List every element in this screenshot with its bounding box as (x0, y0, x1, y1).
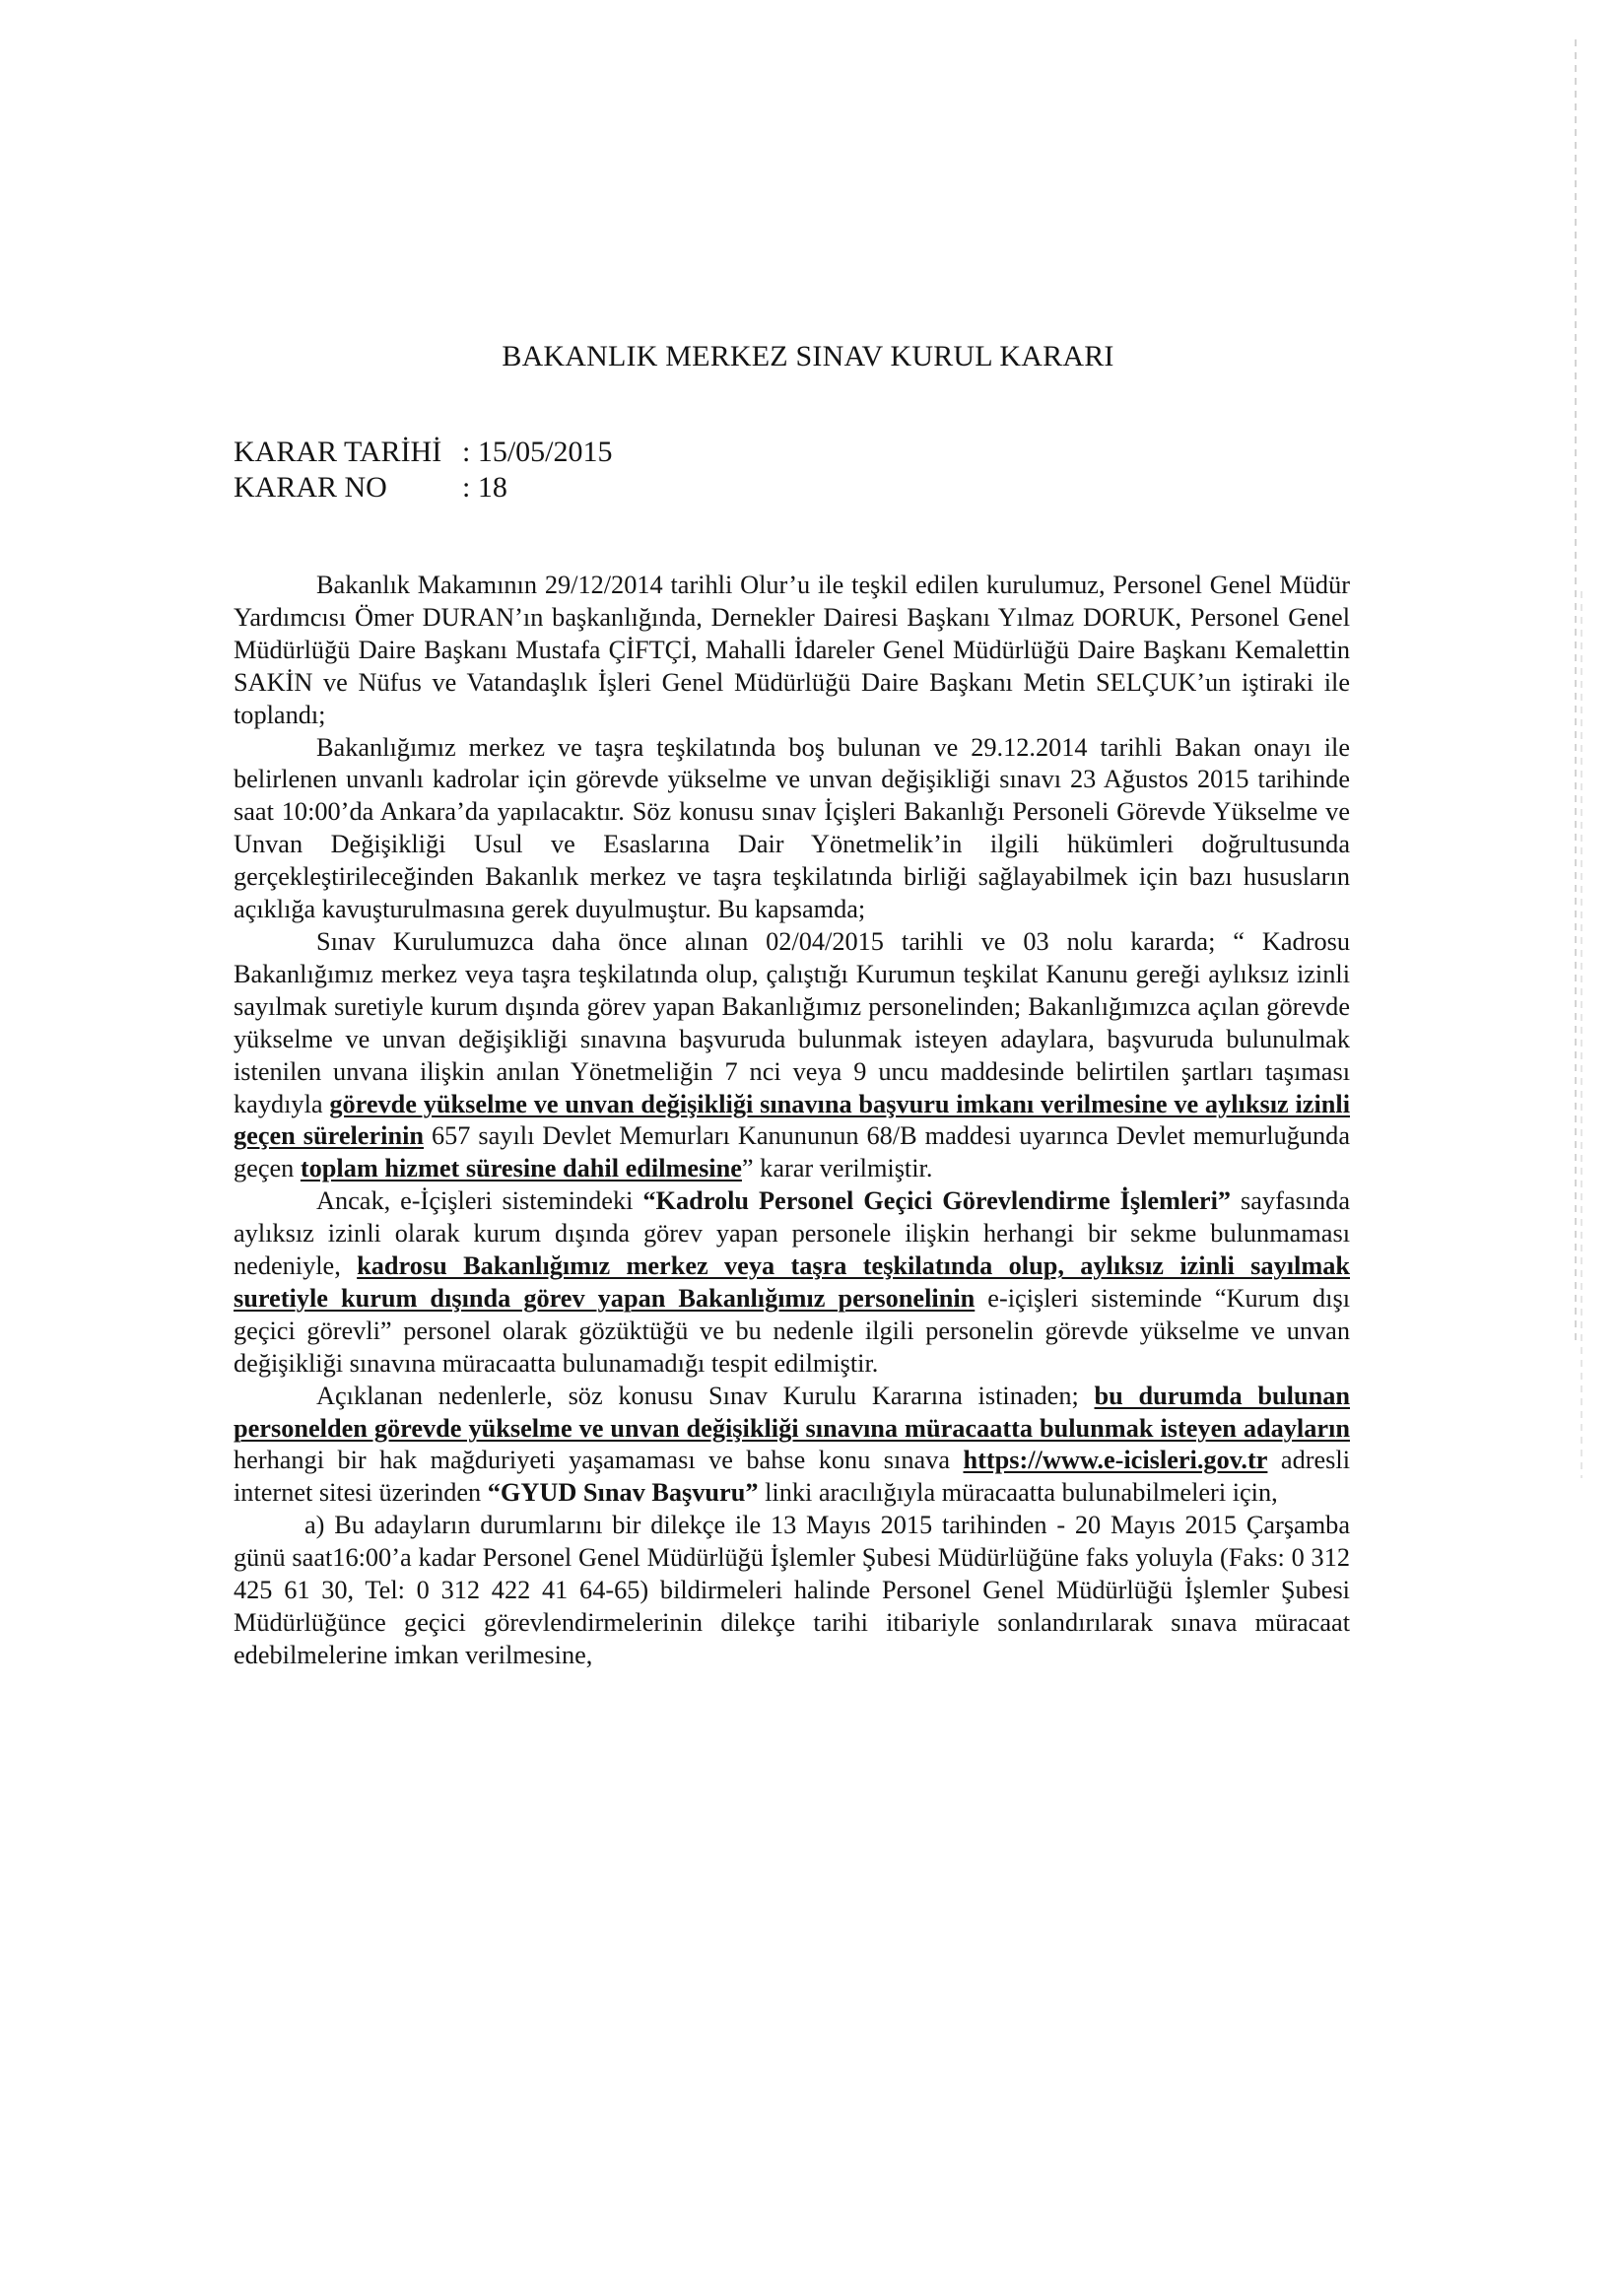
decision-date-value: : 15/05/2015 (462, 436, 613, 468)
decision-date-label: KARAR TARİHİ (234, 436, 442, 468)
document-body (234, 570, 1350, 1672)
paragraph-previous-decision: Sınav Kurulumuzca daha önce alınan 02/04/2015 tarihli ve 03 nolu kararda; “ Kadrosu Bakanlığımız merkez veya taşra teşkilatında olup, çalıştığı Kurumun teşkilat Kanunu gereği aylıksız izinli sayılmak suretiyle kurum dışında görev yapan Bakanlığımız personelinden; Bakanlığımızca açılan görevde yükselme ve unvan değişikliği sınavına başvuruda bulunmak isteyen adaylara, başvuruda bulunulmak istenilen unvana ilişkin anılan Yönetmeliğin 7 nci veya 9 uncu maddesinde belirtilen şartları taşıması kaydıyla görevde yükselme ve unvan değişikliği sınavına başvuru imkanı verilmesine ve aylıksız izinli geçen sürelerinin 657 sayılı Devlet Memurları Kanununun 68/B maddesi uyarınca Devlet memurluğunda geçen toplam hizmet süresine dahil edilmesine” karar verilmiştir. (234, 926, 1350, 1183)
underlined-text: kadrosu Bakanlığımız merkez veya taşra teşkilatında olup, aylıksız izinli sayılmak suretiyle kurum dışında görev yapan Bakanlığımız personelinin (234, 1251, 1350, 1313)
paragraph-resolution: Açıklanan nedenlerle, söz konusu Sınav Kurulu Kararına istinaden; bu durumda bulunan personelden görevde yükselme ve unvan değişikliği sınavına müracaatta bulunmak isteyen adayların herhangi bir hak mağduriyeti yaşamaması ve bahse konu sınava https://www.e-icisleri.gov.tr adresli internet sitesi üzerinden “GYUD Sınav Başvuru” linki aracılığıyla müracaatta bulunabilmeleri için, (234, 1381, 1351, 1508)
paragraph-item-a: a) Bu adayların durumlarını bir dilekçe ile 13 Mayıs 2015 tarihinden - 20 Mayıs 2015 Çarşamba günü saat16:00’a kadar Personel Genel Müdürlüğü İşlemler Şubesi Müdürlüğüne faks yoluyla (Faks: 0 312 425 61 30, Tel: 0 312 422 41 64-65) bildirmeleri halinde Personel Genel Müdürlüğü İşlemler Şubesi Müdürlüğünce geçici görevlendirmelerinin dilekçe tarihi itibariyle sonlandırılarak sınava müracaat edebilmelerine imkan verilmesine, (234, 1511, 1350, 1669)
underlined-text: görevde yükselme ve unvan değişikliği sınavına başvuru imkanı verilmesine ve aylıksız izinli geçen sürelerinin (234, 1089, 1350, 1151)
website-link[interactable]: https://www.e-icisleri.gov.tr (963, 1446, 1268, 1475)
underlined-text: toplam hizmet süresine dahil edilmesine (300, 1154, 742, 1183)
paragraph-committee: Bakanlık Makamının 29/12/2014 tarihli Olur’u ile teşkil edilen kurulumuz, Personel Genel Müdür Yardımcısı Ömer DURAN’ın başkanlığında, Dernekler Dairesi Başkanı Yılmaz DORUK, Personel Genel Müdürlüğü Daire Başkanı Mustafa ÇİFTÇİ, Mahalli İdareler Genel Müdürlüğü Daire Başkanı Kemalettin SAKİN ve Nüfus ve Vatandaşlık İşleri Genel Müdürlüğü Daire Başkanı Metin SELÇUK’un iştiraki ile toplandı; (234, 571, 1350, 729)
paragraph-exam-announcement: Bakanlığımız merkez ve taşra teşkilatında boş bulunan ve 29.12.2014 tarihli Bakan onayı ile belirlenen unvanlı kadrolar için görevde yükselme ve unvan değişikliği sınavı 23 Ağustos 2015 tarihinde saat 10:00’da Ankara’da yapılacaktır. Söz konusu sınav İçişleri Bakanlığı Personeli Görevde Yükselme ve Unvan Değişikliği Usul ve Esaslarına Dair Yönetmelik’in ilgili hükümleri doğrultusunda gerçekleştirileceğinden Bakanlık merkez ve taşra teşkilatında birliği sağlayabilmek için bazı hususların açıklığa kavuşturulmasına gerek duyulmuştur. Bu kapsamda; (234, 732, 1350, 924)
underlined-text: bu durumda bulunan personelden görevde yükselme ve unvan değişikliği sınavına müracaatta bulunmak isteyen adayların (234, 1381, 1350, 1443)
paragraph-system-issue: Ancak, e-İçişleri sistemindeki “Kadrolu Personel Geçici Görevlendirme İşlemleri” sayfasında aylıksız izinli olarak kurum dışında görev yapan personele ilişkin herhangi bir sekme bulunmaması nedeniyle, kadrosu Bakanlığımız merkez veya taşra teşkilatında olup, aylıksız izinli sayılmak suretiyle kurum dışında görev yapan Bakanlığımız personelinin e-içişleri sisteminde “Kurum dışı geçici görevli” personel olarak gözüktüğü ve bu nedenle ilgili personelin görevde yükselme ve unvan değişikliği sınavına müracaatta bulunamadığı tespit edilmiştir. (234, 1186, 1351, 1378)
decision-number-row (234, 471, 507, 505)
decision-number-value: : 18 (462, 471, 507, 504)
decision-number-label: KARAR NO (234, 471, 387, 504)
decision-date-row (234, 436, 613, 469)
scan-edge-mark (1575, 39, 1577, 1340)
scan-edge-mark (1581, 591, 1582, 1478)
bold-text: “Kadrolu Personel Geçici Görevlendirme İşlemleri” (642, 1186, 1232, 1216)
document-title: BAKANLIK MERKEZ SINAV KURUL KARARI (502, 340, 1114, 372)
bold-text: “GYUD Sınav Başvuru” (487, 1478, 759, 1508)
